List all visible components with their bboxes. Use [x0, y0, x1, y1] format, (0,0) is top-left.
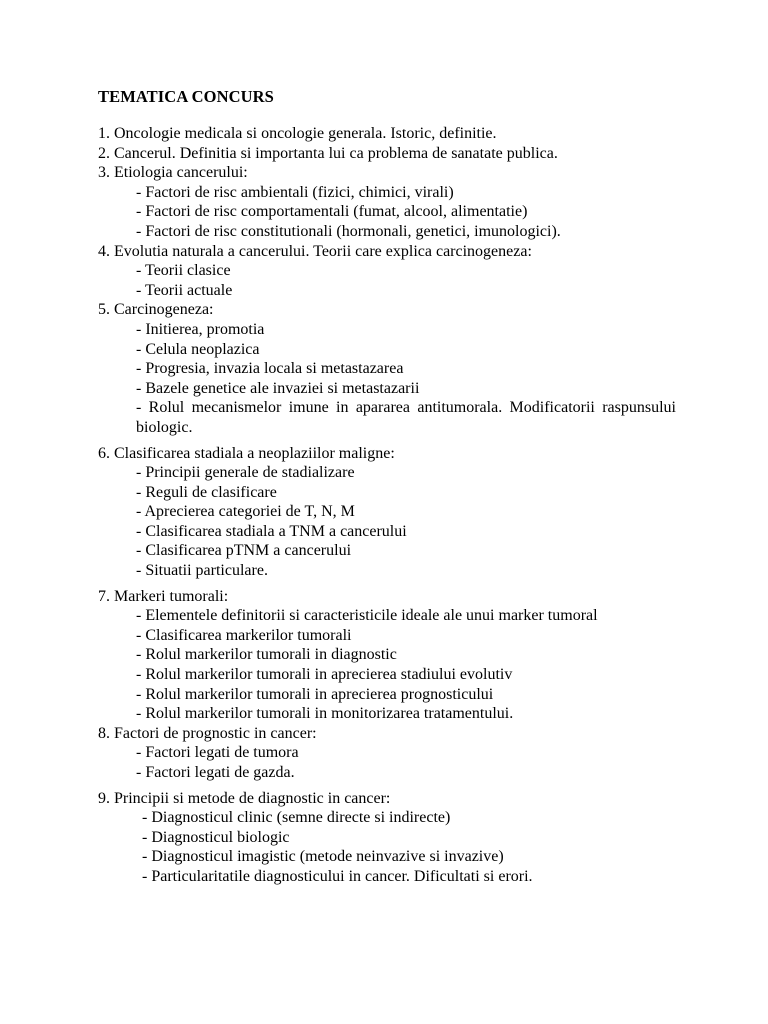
topics-list: [98, 124, 678, 887]
section-9-item: - Diagnosticul clinic (semne directe si indirecte): [142, 809, 451, 827]
section-7-heading: 7. Markeri tumorali:: [98, 587, 229, 605]
section-6-heading: 6. Clasificarea stadiala a neoplaziilor maligne:: [98, 444, 395, 462]
section-6-item: - Situatii particulare.: [136, 562, 268, 580]
section-8-item: - Factori legati de tumora: [136, 744, 299, 762]
section-5-item: - Bazele genetice ale invaziei si metastazarii: [136, 379, 420, 397]
section-8-item: - Factori legati de gazda.: [136, 764, 295, 781]
section-3-item: - Factori de risc comportamentali (fumat, alcool, alimentatie): [136, 203, 528, 221]
section-3-item: - Factori de risc ambientali (fizici, chimici, virali): [136, 183, 454, 201]
section-5-item: - Celula neoplazica: [136, 340, 260, 358]
section-4-heading: 4. Evolutia naturala a cancerului. Teorii care explica carcinogeneza:: [98, 242, 532, 260]
section-9-item: - Diagnosticul imagistic (metode neinvazive si invazive): [142, 848, 504, 866]
section-7-item: - Rolul markerilor tumorali in aprecierea prognosticului: [136, 685, 494, 703]
section-6-item: - Principii generale de stadializare: [136, 464, 355, 482]
section-3-item: - Factori de risc constitutionali (hormonali, genetici, imunologici).: [136, 222, 561, 240]
section-8-heading: 8. Factori de prognostic in cancer:: [98, 724, 317, 742]
section-9-item: - Particularitatile diagnosticului in cancer. Dificultati si erori.: [142, 867, 533, 885]
section-6-item: - Clasificarea stadiala a TNM a cancerului: [136, 522, 407, 540]
section-7-item: - Rolul markerilor tumorali in aprecierea stadiului evolutiv: [136, 666, 513, 684]
section-9-heading: 9. Principii si metode de diagnostic in cancer:: [98, 789, 391, 807]
section-6-item: - Reguli de clasificare: [136, 483, 277, 501]
section-6-item: - Clasificarea pTNM a cancerului: [136, 542, 352, 560]
section-4-item: - Teorii actuale: [136, 281, 233, 299]
section-6-item: - Aprecierea categoriei de T, N, M: [136, 503, 355, 521]
section-5-item-justified: - Rolul mecanismelor imune in apararea antitumorala. Modificatorii raspunsului biologic.: [136, 399, 676, 436]
section-1: 1. Oncologie medicala si oncologie generala. Istoric, definitie.: [98, 125, 497, 142]
section-3-heading: 3. Etiologia cancerului:: [98, 164, 248, 182]
section-7-item: - Elementele definitorii si caracteristicile ideale ale unui marker tumoral: [136, 607, 598, 625]
section-2: 2. Cancerul. Definitia si importanta lui ca problema de sanatate publica.: [98, 144, 558, 162]
section-7-item: - Rolul markerilor tumorali in diagnostic: [136, 646, 397, 664]
document-title: TEMATICA CONCURS: [98, 87, 274, 106]
section-4-item: - Teorii clasice: [136, 262, 231, 280]
section-7-item: - Clasificarea markerilor tumorali: [136, 626, 352, 644]
section-5-heading: 5. Carcinogeneza:: [98, 301, 214, 319]
section-9-item: - Diagnosticul biologic: [142, 828, 290, 846]
section-5-item: - Initierea, promotia: [136, 320, 265, 338]
section-7-item: - Rolul markerilor tumorali in monitorizarea tratamentului.: [136, 705, 514, 723]
section-5-item: - Progresia, invazia locala si metastazarea: [136, 360, 404, 378]
